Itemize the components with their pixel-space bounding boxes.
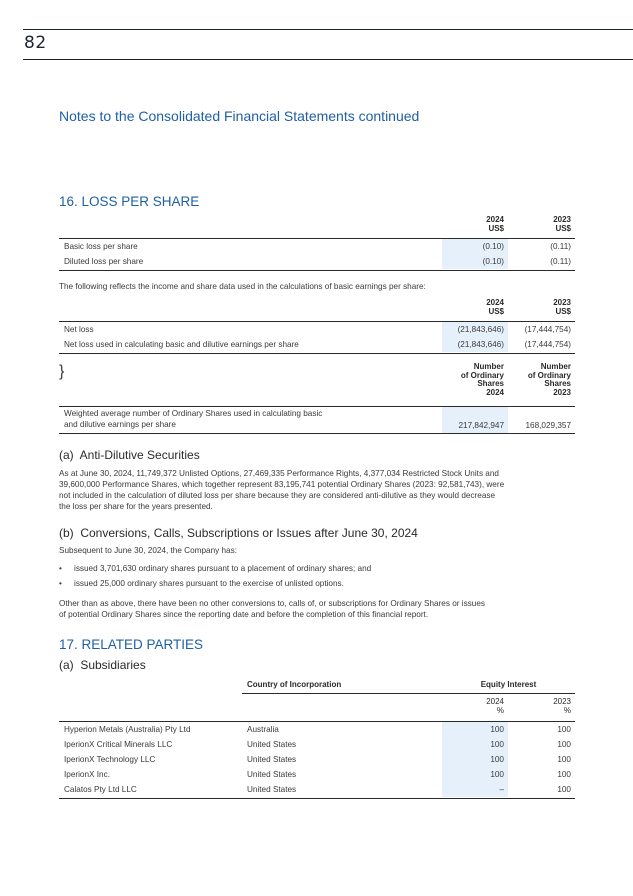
col-header-year: 2023 xyxy=(553,697,571,706)
list-item-text: issued 25,000 ordinary shares pursuant to the exercise of unlisted options. xyxy=(74,579,344,588)
divider xyxy=(59,353,575,354)
value-2024: 100 xyxy=(442,737,508,752)
header-rule-top xyxy=(23,29,633,30)
paragraph-line: not included in the calculation of diluted loss per share because they are considered anti-dilutive as they would decrease xyxy=(59,491,496,500)
income-share-table: 2024 US$ 2023 US$ Net loss (21,843,646) (17,444,754) Net loss used in calculating basic and dilutive earnings per share (21,843,646) (17,444,754) Number of Ordinary Shares 2024 Number of Ordinary Shares 2023 } Weighted average number of Ordinary Shares used in calculating basic and dilutive earnings per share 217,842,947 168,029,357 xyxy=(59,299,575,321)
value-2023: 168,029,357 xyxy=(525,421,571,430)
col-header-shares-2023 xyxy=(508,363,575,397)
col-header-shares-2024 xyxy=(442,363,508,397)
col-header-2024 xyxy=(442,698,508,715)
col-header-line: 2023 xyxy=(553,387,571,397)
value-2024: 217,842,947 xyxy=(442,407,508,433)
paragraph-line: As at June 30, 2024, 11,749,372 Unlisted Options, 27,469,335 Performance Rights, 4,377,034 Restricted Stock Units and xyxy=(59,469,499,478)
income-share-intro: The following reflects the income and share data used in the calculations of basic earnings per share: xyxy=(59,282,426,291)
col-header-2023 xyxy=(508,698,575,715)
country: Australia xyxy=(247,725,279,734)
section-heading-loss-per-share: 16. LOSS PER SHARE xyxy=(59,194,200,209)
subsidiary-name: IperionX Critical Minerals LLC xyxy=(64,740,173,749)
col-header-year: 2024 xyxy=(486,697,504,706)
table-row xyxy=(59,737,575,752)
value-2023: (0.11) xyxy=(550,242,571,251)
value-2024: (0.10) xyxy=(442,254,508,269)
value-2024: (21,843,646) xyxy=(442,337,508,352)
divider xyxy=(59,270,575,271)
col-header-line: Number xyxy=(473,362,504,371)
col-header-year: 2024 xyxy=(486,298,504,307)
row-label: Diluted loss per share xyxy=(64,257,144,266)
col-header-line: of Ordinary xyxy=(527,370,571,380)
divider xyxy=(59,433,575,434)
conversions-closing xyxy=(59,598,549,620)
value-2023: (17,444,754) xyxy=(524,340,571,349)
page-number: 82 xyxy=(24,33,47,53)
table-row xyxy=(59,752,575,767)
value-2024: 100 xyxy=(442,767,508,782)
value-2023: 100 xyxy=(557,770,571,779)
paragraph-line: Other than as above, there have been no other conversions to, calls of, or subscriptions for Ordinary Shares or issues xyxy=(59,599,485,608)
row-label: Weighted average number of Ordinary Shares used in calculating basic xyxy=(64,409,323,418)
value-2024: (21,843,646) xyxy=(442,322,508,337)
col-header-line: Number xyxy=(540,362,571,371)
subsidiary-name: Hyperion Metals (Australia) Pty Ltd xyxy=(64,725,191,734)
bullet-icon: • xyxy=(59,564,62,573)
col-header-2023 xyxy=(508,216,575,233)
col-header-unit: US$ xyxy=(488,223,504,233)
row-label: Net loss xyxy=(64,325,94,334)
paragraph-line: the loss per share for the years presented. xyxy=(59,502,213,511)
value-2023: (0.11) xyxy=(550,257,571,266)
subsidiary-name: Calatos Pty Ltd LLC xyxy=(64,785,137,794)
col-header-equity: Equity Interest xyxy=(480,680,537,689)
col-header-unit: % xyxy=(496,705,504,715)
value-2023: 100 xyxy=(557,755,571,764)
table-row xyxy=(59,322,575,337)
country: United States xyxy=(247,785,297,794)
divider xyxy=(242,693,575,694)
col-header-year: 2023 xyxy=(553,215,571,224)
col-header-country: Country of Incorporation xyxy=(247,680,342,689)
col-header-2024 xyxy=(442,299,508,316)
notes-title: Notes to the Consolidated Financial Statements continued xyxy=(59,108,420,124)
table-row xyxy=(59,254,575,269)
col-header-unit: US$ xyxy=(488,306,504,316)
country: United States xyxy=(247,740,297,749)
paragraph-line: of potential Ordinary Shares since the reporting date and before the completion of this financial report. xyxy=(59,610,429,619)
col-header-line: Shares xyxy=(544,379,571,388)
value-2024: 100 xyxy=(442,752,508,767)
country: United States xyxy=(247,755,297,764)
col-header-unit: % xyxy=(563,705,571,715)
conversions-intro: Subsequent to June 30, 2024, the Company has: xyxy=(59,546,237,555)
value-2024: (0.10) xyxy=(442,239,508,254)
subheading-anti-dilutive: (a) Anti-Dilutive Securities xyxy=(59,448,200,462)
paragraph-line: 39,600,000 Performance Shares, which together represent 83,195,741 potential Ordinary Shares (2023: 92,581,743), were xyxy=(59,480,505,489)
subheading-subsidiaries: (a) Subsidiaries xyxy=(59,658,146,672)
row-label: and dilutive earnings per share xyxy=(64,419,176,429)
col-header-line: 2024 xyxy=(486,387,504,397)
col-header-unit: US$ xyxy=(555,223,571,233)
subsidiary-name: IperionX Technology LLC xyxy=(64,755,156,764)
col-header-2024 xyxy=(442,216,508,233)
table-row xyxy=(59,337,575,352)
row-label: Basic loss per share xyxy=(64,242,138,251)
anti-dilutive-paragraph xyxy=(59,468,559,512)
subheading-conversions: (b) Conversions, Calls, Subscriptions or Issues after June 30, 2024 xyxy=(59,526,418,540)
col-header-year: 2024 xyxy=(486,215,504,224)
value-2024: – xyxy=(442,782,508,797)
loss-per-share-table xyxy=(59,215,575,266)
table-row xyxy=(59,239,575,254)
col-header-line: of Ordinary xyxy=(460,370,504,380)
table-row xyxy=(59,767,575,782)
section-heading-related-parties: 17. RELATED PARTIES xyxy=(59,637,204,652)
col-header-unit: US$ xyxy=(555,306,571,316)
row-label: Net loss used in calculating basic and dilutive earnings per share xyxy=(64,340,299,349)
col-header-year: 2023 xyxy=(553,298,571,307)
value-2023: 100 xyxy=(557,740,571,749)
col-header-2023 xyxy=(508,299,575,316)
divider xyxy=(59,798,575,799)
col-header-line: Shares xyxy=(477,379,504,388)
country: United States xyxy=(247,770,297,779)
table-row xyxy=(59,782,575,797)
subsidiary-name: IperionX Inc. xyxy=(64,770,110,779)
value-2023: 100 xyxy=(557,725,571,734)
table-row xyxy=(59,722,575,737)
table-row xyxy=(59,407,575,433)
value-2024: 100 xyxy=(442,722,508,737)
value-2023: 100 xyxy=(557,785,571,794)
bullet-icon: • xyxy=(59,579,62,588)
header-rule-bottom xyxy=(23,59,633,60)
list-item-text: issued 3,701,630 ordinary shares pursuant to a placement of ordinary shares; and xyxy=(74,564,372,573)
value-2023: (17,444,754) xyxy=(524,325,571,334)
